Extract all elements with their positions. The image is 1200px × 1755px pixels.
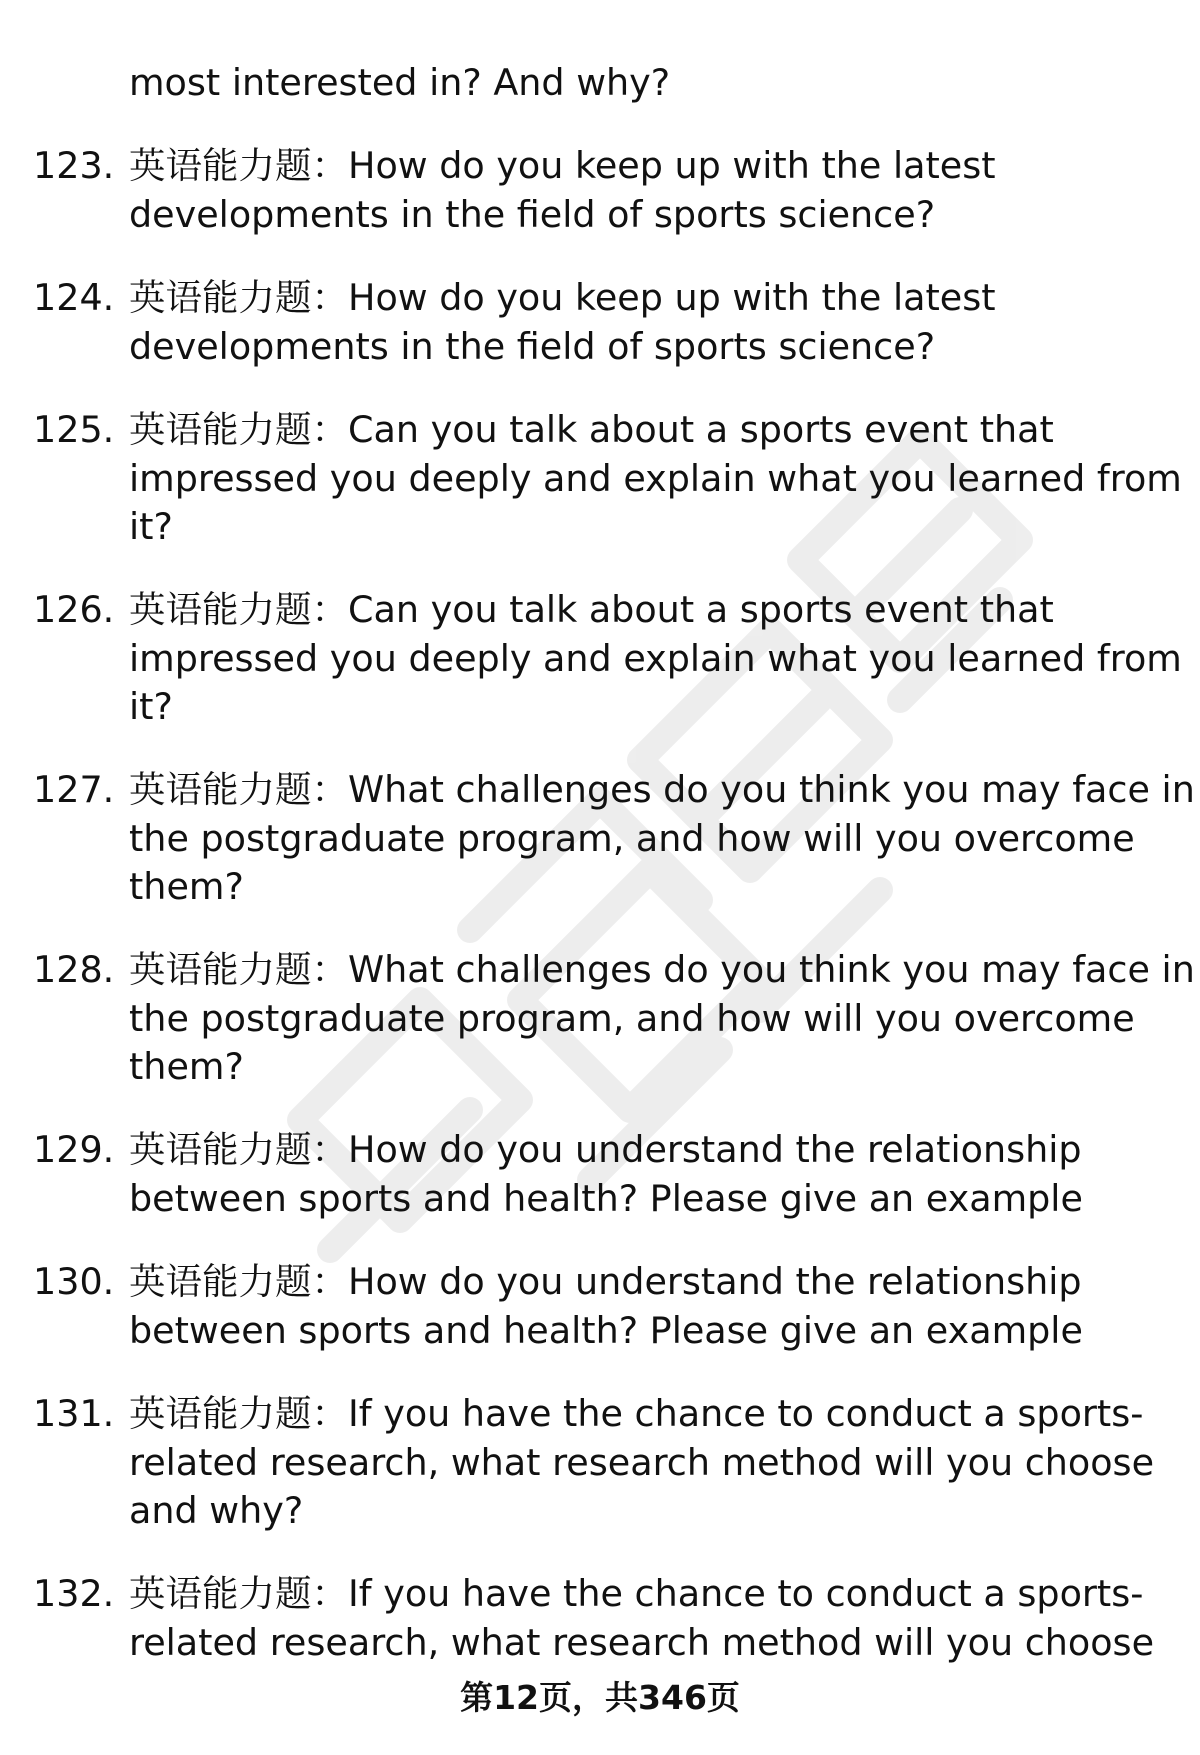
question-line: 英语能力题：Can you talk about a sports event that — [129, 588, 1054, 631]
question-number: 126. — [33, 588, 115, 631]
question-text — [129, 766, 1195, 912]
question-line: developments in the field of sports science? — [129, 324, 936, 368]
question-number: 129. — [33, 1128, 115, 1171]
question-line: developments in the field of sports science? — [129, 192, 936, 236]
question-text — [129, 274, 1169, 371]
question-line: between sports and health? Please give an example — [129, 1176, 1083, 1220]
question-text — [129, 1258, 1169, 1355]
question-text — [129, 586, 1182, 732]
question-line: 英语能力题：How do you understand the relationship — [129, 1128, 1082, 1171]
question-line: 英语能力题：What challenges do you think you may face in — [129, 948, 1195, 991]
question-text — [129, 406, 1182, 552]
question-text — [129, 1390, 1169, 1536]
question-line: 英语能力题：If you have the chance to conduct a sports- — [129, 1572, 1144, 1615]
question-number: 125. — [33, 408, 115, 451]
question-line: 英语能力题：If you have the chance to conduct a sports- — [129, 1392, 1144, 1435]
question-line: it? — [129, 685, 173, 728]
question-number: 131. — [33, 1392, 115, 1435]
question-text — [129, 1570, 1169, 1667]
question-number: 132. — [33, 1572, 115, 1615]
question-line: related research, what research method will you choose — [129, 1440, 1155, 1484]
question-line: 英语能力题：How do you keep up with the latest — [129, 276, 996, 319]
question-line: related research, what research method will you choose — [129, 1620, 1155, 1664]
question-line: them? — [129, 865, 244, 908]
question-line: it? — [129, 505, 173, 548]
question-line: 英语能力题：How do you understand the relationship — [129, 1260, 1082, 1303]
question-line: them? — [129, 1045, 244, 1088]
question-line: between sports and health? Please give an example — [129, 1308, 1083, 1352]
question-line: the postgraduate program, and how will you overcome — [129, 816, 1135, 860]
question-line: 英语能力题：What challenges do you think you may face in — [129, 768, 1195, 811]
question-number: 128. — [33, 948, 115, 991]
question-line: and why? — [129, 1489, 304, 1532]
page-footer: 第12页，共346页 — [460, 1678, 740, 1717]
question-line: 英语能力题：How do you keep up with the latest — [129, 144, 996, 187]
question-text — [129, 1126, 1169, 1223]
continuation-text: most interested in? And why? — [129, 61, 671, 104]
question-text — [129, 142, 1169, 239]
question-number: 127. — [33, 768, 115, 811]
question-number: 130. — [33, 1260, 115, 1303]
question-text — [129, 946, 1195, 1092]
question-line: impressed you deeply and explain what you learned from — [129, 456, 1182, 500]
question-number: 124. — [33, 276, 115, 319]
question-line: 英语能力题：Can you talk about a sports event that — [129, 408, 1054, 451]
question-number: 123. — [33, 144, 115, 187]
question-line: the postgraduate program, and how will you overcome — [129, 996, 1135, 1040]
question-line: impressed you deeply and explain what you learned from — [129, 636, 1182, 680]
